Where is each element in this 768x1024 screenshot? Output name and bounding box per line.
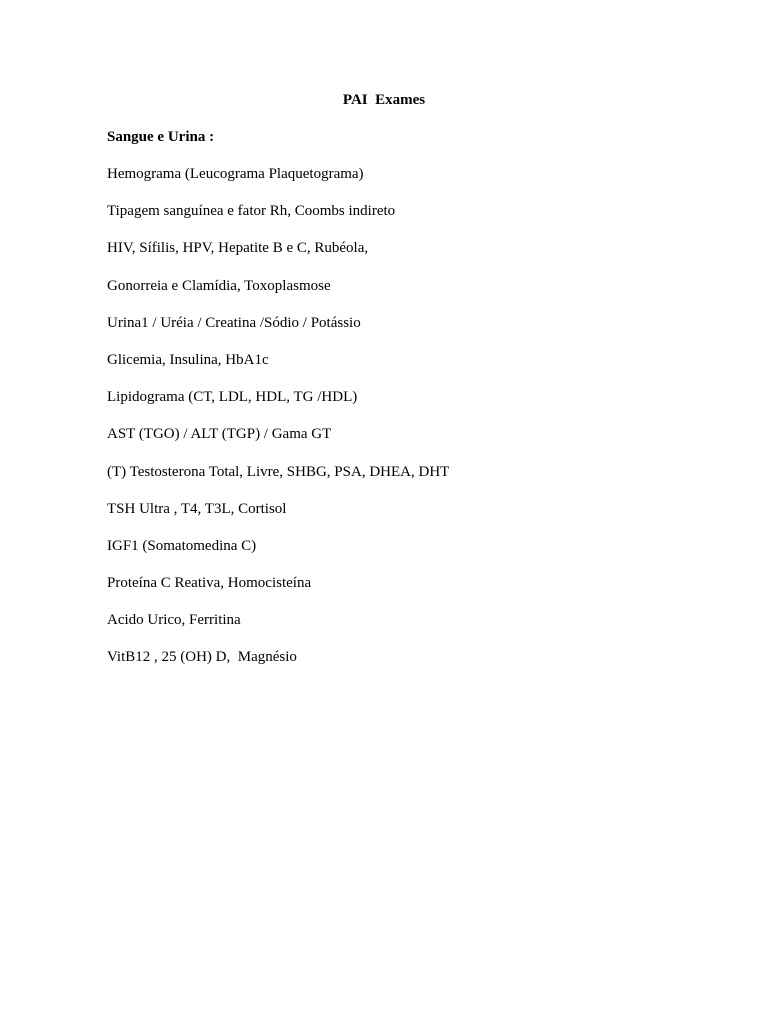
exam-line: Tipagem sanguínea e fator Rh, Coombs indireto	[107, 203, 396, 220]
document-title: PAI Exames	[342, 92, 426, 108]
exam-line: Acido Urico, Ferritina	[107, 612, 241, 629]
exam-line: Hemograma (Leucograma Plaquetograma)	[107, 166, 364, 182]
exam-list	[107, 165, 707, 686]
exam-line: HIV, Sífilis, HPV, Hepatite B e C, Rubéola,	[107, 240, 369, 257]
exam-line: AST (TGO) / ALT (TGP) / Gama GT	[107, 426, 332, 443]
exam-line: TSH Ultra , T4, T3L, Cortisol	[107, 500, 287, 517]
exam-line: IGF1 (Somatomedina C)	[107, 537, 257, 554]
exam-line: (T) Testosterona Total, Livre, SHBG, PSA, DHEA, DHT	[107, 463, 450, 480]
exam-line: Glicemia, Insulina, HbA1c	[107, 351, 269, 368]
exam-line: Gonorreia e Clamídia, Toxoplasmose	[107, 277, 331, 294]
exam-line: Lipidograma (CT, LDL, HDL, TG /HDL)	[107, 389, 358, 406]
exam-line: Proteína C Reativa, Homocisteína	[107, 575, 312, 592]
exam-line: Urina1 / Uréia / Creatina /Sódio / Potássio	[107, 314, 361, 331]
section-heading: Sangue e Urina :	[107, 129, 215, 145]
exam-line: VitB12 , 25 (OH) D, Magnésio	[107, 649, 297, 666]
